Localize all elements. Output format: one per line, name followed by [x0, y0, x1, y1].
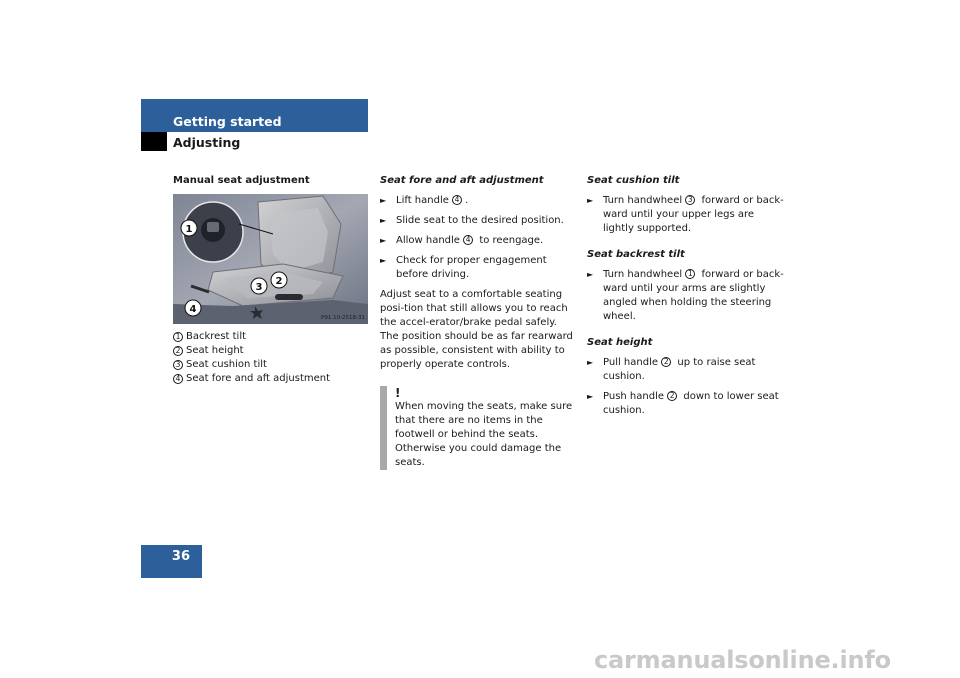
- legend-text: Backrest tilt: [186, 331, 247, 342]
- seat-photo: [173, 194, 368, 324]
- instruction-step: [587, 356, 787, 384]
- subsection-marker: [141, 132, 167, 151]
- seat-height-heading: Seat height: [587, 337, 653, 348]
- step-text: down to lower seat cushion.: [603, 391, 779, 416]
- step-text: Push handle: [603, 391, 668, 402]
- watermark-footer: carmanualsonline.info: [594, 646, 891, 674]
- step-text: Pull handle: [603, 357, 662, 368]
- legend-item: [173, 358, 368, 372]
- legend-item: [173, 344, 368, 358]
- note-text: When moving the seats, make sure that there are no items in the footwell or behind the seats. Otherwise you could damage the seats.: [395, 401, 573, 468]
- instruction-step: [587, 390, 787, 418]
- page-number: 36: [141, 545, 202, 578]
- svg-text:2: 2: [275, 276, 283, 287]
- callout-number: 2: [661, 357, 671, 367]
- svg-text:1: 1: [185, 224, 193, 235]
- svg-text:4: 4: [189, 304, 197, 315]
- callout-number: 3: [173, 360, 183, 370]
- section-title: Getting started: [173, 114, 282, 129]
- legend-text: Seat fore and aft adjustment: [186, 373, 331, 384]
- manual-seat-heading: Manual seat adjustment: [173, 175, 310, 186]
- callout-number: 1: [173, 332, 183, 342]
- arrow-bullet-icon: ►: [380, 236, 387, 245]
- step-text: to reengage.: [476, 235, 544, 246]
- caution-note: [380, 386, 575, 470]
- callout-number: 2: [173, 346, 183, 356]
- column-1: [173, 174, 368, 386]
- step-text: Slide seat to the desired position.: [396, 215, 564, 226]
- note-stripe: [380, 386, 387, 470]
- arrow-bullet-icon: ►: [380, 256, 387, 265]
- section-header-bar: [141, 99, 368, 132]
- instruction-step: [380, 194, 575, 208]
- instruction-step: [587, 194, 787, 236]
- legend-list: [173, 330, 368, 386]
- fore-aft-heading: Seat fore and aft adjustment: [380, 175, 544, 186]
- arrow-bullet-icon: ►: [587, 270, 594, 279]
- step-text: Check for proper engagement before driving.: [396, 255, 547, 280]
- step-text: forward or back-ward until your arms are slightly angled when holding the steering wheel.: [603, 269, 784, 322]
- column-3: [587, 174, 787, 424]
- callout-number: 4: [452, 195, 462, 205]
- subsection-title: Adjusting: [173, 135, 241, 150]
- callout-number: 4: [173, 374, 183, 384]
- legend-text: Seat height: [186, 345, 244, 356]
- legend-text: Seat cushion tilt: [186, 359, 267, 370]
- step-text: Lift handle: [396, 195, 453, 206]
- step-text: Turn handwheel: [603, 195, 686, 206]
- legend-item: [173, 372, 368, 386]
- arrow-bullet-icon: ►: [380, 196, 387, 205]
- arrow-bullet-icon: ►: [587, 358, 594, 367]
- arrow-bullet-icon: ►: [587, 392, 594, 401]
- arrow-bullet-icon: ►: [380, 216, 387, 225]
- caution-icon: !: [395, 386, 401, 400]
- column-2: [380, 174, 575, 470]
- step-text: Allow handle: [396, 235, 464, 246]
- instruction-step: [380, 214, 575, 228]
- step-text: .: [465, 195, 469, 206]
- step-text: up to raise seat cushion.: [603, 357, 756, 382]
- backrest-tilt-heading: Seat backrest tilt: [587, 249, 685, 260]
- instruction-step: [587, 268, 787, 324]
- svg-text:3: 3: [255, 282, 263, 293]
- arrow-bullet-icon: ►: [587, 196, 594, 205]
- instruction-step: [380, 234, 575, 248]
- callout-number: 1: [685, 269, 695, 279]
- adjust-paragraph: Adjust seat to a comfortable seating posi-tion that still allows you to reach the accel-erator/brake pedal safely. The position should be as far rearward as possible, consistent with ability to properly operate controls.: [380, 289, 573, 370]
- callout-number: 4: [463, 235, 473, 245]
- cushion-tilt-heading: Seat cushion tilt: [587, 175, 680, 186]
- seat-illustration: [173, 194, 368, 324]
- callout-number: 3: [685, 195, 695, 205]
- callout-number: 2: [667, 391, 677, 401]
- legend-item: [173, 330, 368, 344]
- instruction-step: [380, 254, 575, 282]
- image-code: P91.10-2518-31: [321, 315, 366, 321]
- step-text: forward or back-ward until your upper legs are lightly supported.: [603, 195, 784, 234]
- step-text: Turn handwheel: [603, 269, 686, 280]
